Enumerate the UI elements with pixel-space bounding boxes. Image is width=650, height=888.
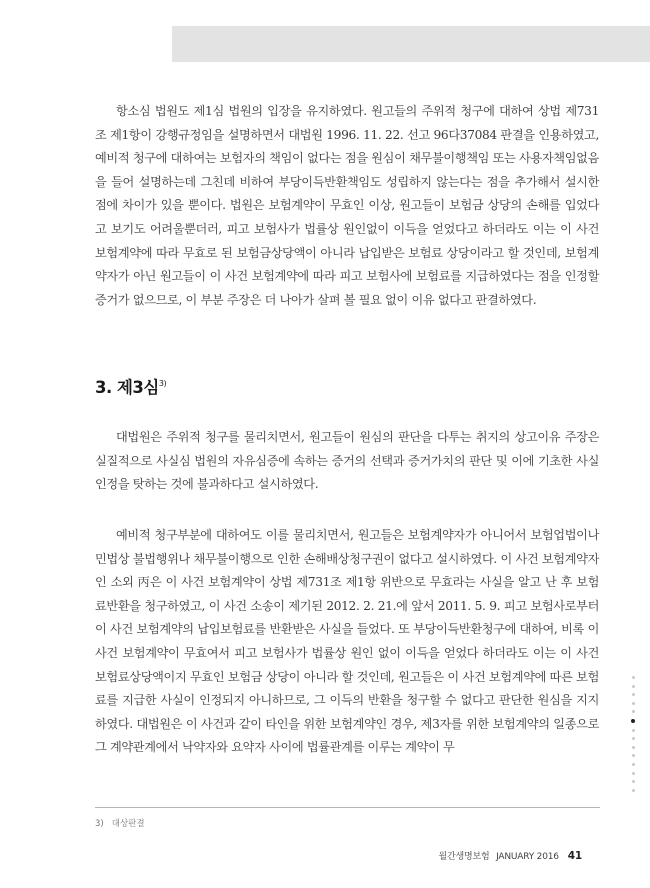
progress-dot xyxy=(632,710,635,713)
page-number: 41 xyxy=(567,850,582,862)
progress-dot xyxy=(632,763,635,766)
page-progress-dots xyxy=(630,676,636,797)
footnote-text: 대상판결 xyxy=(111,819,145,829)
page-footer xyxy=(438,849,582,862)
progress-dot xyxy=(632,676,635,679)
progress-dot xyxy=(632,737,635,740)
issue-date: JANUARY 2016 xyxy=(496,852,559,862)
footnote xyxy=(95,817,145,829)
progress-dot xyxy=(632,693,635,696)
publication-name: 월간생명보험 xyxy=(438,852,490,862)
progress-dot xyxy=(632,729,635,732)
section-heading xyxy=(95,374,166,398)
paragraph-appeal-court: 항소심 법원도 제1심 법원의 입장을 유지하였다. 원고들의 주위적 청구에 대하여 상법 제731조 제1항이 강행규정임을 설명하면서 대법원 1996. 11. 22. 선고 96다37084 판결을 인용하였고, 예비적 청구에 대하여는 보험자의 책임이 없다는 점을 원심이 채무불이행책임 또는 사용자책임없음을 들어 설명하는데 그친데 비하여 부당이득반환책임도 성립하지 않는다는 점을 추가해서 설시한 점에 차이가 있을 뿐이다. 법원은 보험계약이 무효인 이상, 원고들이 보험금 상당의 손해를 입었다고 보기도 어려울뿐더러, 피고 보험사가 법률상 원인없이 이득을 얻었다고 하더라도 이는 이 사건 보험계약에 따라 무효로 된 보험금상당액이 아니라 납입받은 보험료 상당이라고 할 것인데, 보험계약자가 아닌 원고들이 이 사건 보험계약에 따라 피고 보험사에 보험료를 지급하였다는 점을 인정할 증거가 없으므로, 이 부분 주장은 더 나아가 살펴 볼 필요 없이 이유 없다고 판결하였다. xyxy=(95,104,599,307)
header-bar xyxy=(172,26,650,62)
paragraph-preliminary-claim: 예비적 청구부분에 대하여도 이를 물리치면서, 원고들은 보험계약자가 아니어서 보험업법이나 민법상 불법행위나 채무불이행으로 인한 손해배상청구권이 없다고 설시하였다. 이 사건 보험계약자인 소외 丙은 이 사건 보험계약이 상법 제731조 제1항 위반으로 무효라는 사실을 알고 난 후 보험료반환을 청구하였고, 이 사건 소송이 제기된 2012. 2. 21.에 앞서 2011. 5. 9. 피고 보험사로부터 이 사건 보험계약의 납입보험료를 반환받은 사실을 들었다. 또 부당이득반환청구에 대하여, 비록 이 사건 보험계약이 무효여서 피고 보험사가 법률상 원인 없이 이득을 얻었다 하더라도 이는 이 사건 보험료상당액이지 무효인 보험금 상당이 아니라 할 것인데, 원고들은 이 사건 보험계약에 따른 보험료를 지급한 사실이 인정되지 아니하므로, 그 이득의 반환을 청구할 수 없다고 판단한 원심을 지지하였다. 대법원은 이 사건과 같이 타인을 위한 보험계약인 경우, 제3자를 위한 보험계약의 일종으로 그 계약관계에서 낙약자와 요약자 사이에 법률관계를 이루는 계약이 무 xyxy=(95,528,599,755)
footnote-number: 3) xyxy=(95,819,104,829)
progress-dot xyxy=(632,754,635,757)
progress-dot xyxy=(632,780,635,783)
footnote-ref[interactable]: 3) xyxy=(158,379,167,388)
progress-dot xyxy=(632,746,635,749)
section-heading-text: 3. 제3심 xyxy=(95,378,159,397)
progress-dot-active xyxy=(631,719,635,723)
footnote-divider xyxy=(95,807,600,808)
paragraph-supreme-court: 대법원은 주위적 청구를 물리치면서, 원고들이 원심의 판단을 다투는 취지의 상고이유 주장은 실질적으로 사실심 법원의 자유심증에 속하는 증거의 선택과 증거가치의 판단 및 이에 기초한 사실인정을 탓하는 것에 불과하다고 설시하였다. xyxy=(95,430,599,492)
progress-dot xyxy=(632,685,635,688)
progress-dot xyxy=(632,702,635,705)
progress-dot xyxy=(632,772,635,775)
progress-dot xyxy=(632,789,635,792)
